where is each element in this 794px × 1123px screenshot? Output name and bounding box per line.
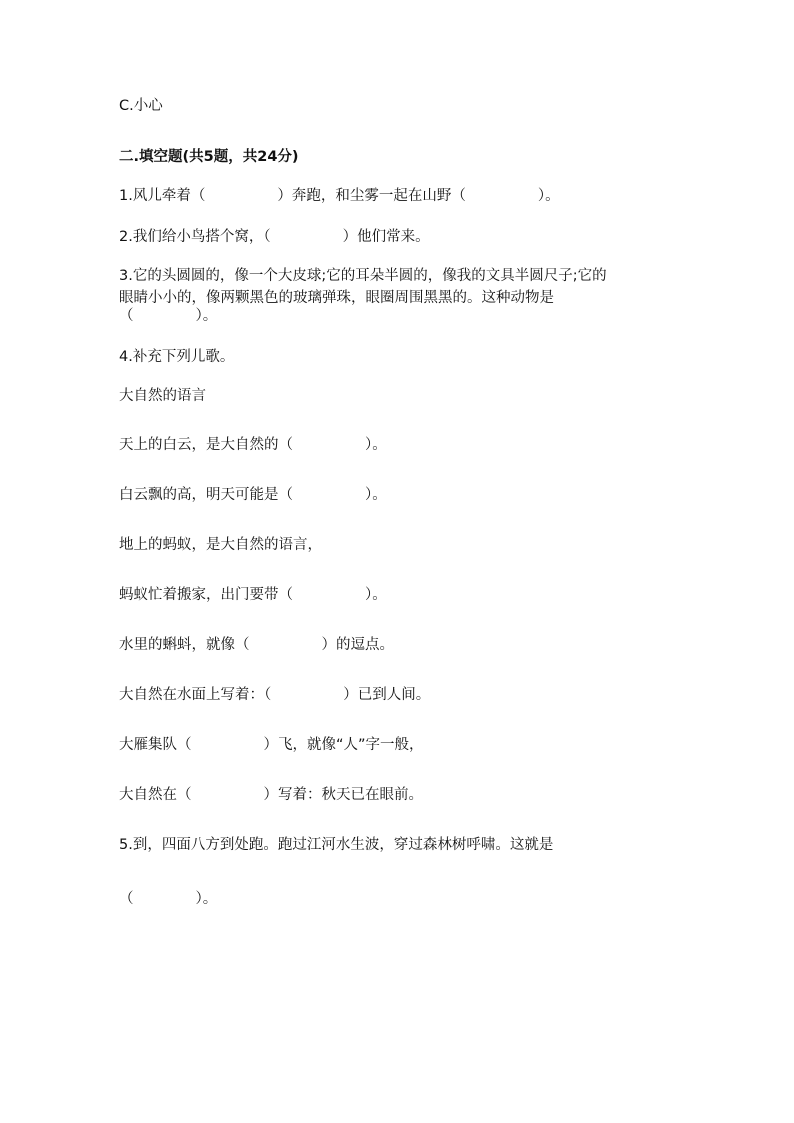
question-4-intro: 4.补充下列儿歌。 bbox=[119, 349, 235, 365]
poem-line-7: 大雁集队（ ）飞，就像“人”字一般， bbox=[119, 737, 424, 753]
poem-line-5: 水里的蝌蚪，就像（ ）的逗点。 bbox=[119, 637, 394, 653]
poem-line-8: 大自然在（ ）写着：秋天已在眼前。 bbox=[119, 787, 423, 803]
question-5-answer: （ ）。 bbox=[119, 891, 218, 907]
poem-line-6: 大自然在水面上写着：（ ）已到人间。 bbox=[119, 687, 431, 703]
option-c: C.小心 bbox=[119, 98, 163, 114]
section-title: 二.填空题(共5题，共24分) bbox=[119, 149, 299, 165]
question-5: 5.到，四面八方到处跑。跑过江河水生波，穿过森林树呼啸。这就是 bbox=[119, 837, 554, 853]
poem-title: 大自然的语言 bbox=[119, 388, 206, 404]
poem-line-4: 蚂蚁忙着搬家，出门要带（ ）。 bbox=[119, 587, 387, 603]
poem-line-2: 白云飘的高，明天可能是（ ）。 bbox=[119, 487, 387, 503]
poem-line-3: 地上的蚂蚁，是大自然的语言， bbox=[119, 537, 322, 553]
question-3-line-1: 3.它的头圆圆的，像一个大皮球;它的耳朵半圆的，像我的文具半圆尺子;它的 bbox=[119, 268, 607, 284]
question-1: 1.风儿牵着（ ）奔跑，和尘雾一起在山野（ ）。 bbox=[119, 188, 560, 204]
question-3-answer: （ ）。 bbox=[119, 308, 218, 324]
question-2: 2.我们给小鸟搭个窝，（ ）他们常来。 bbox=[119, 229, 430, 245]
question-3-line-2: 眼睛小小的，像两颗黑色的玻璃弹珠，眼圈周围黑黑的。这种动物是 bbox=[119, 290, 554, 306]
poem-line-1: 天上的白云，是大自然的（ ）。 bbox=[119, 437, 387, 453]
